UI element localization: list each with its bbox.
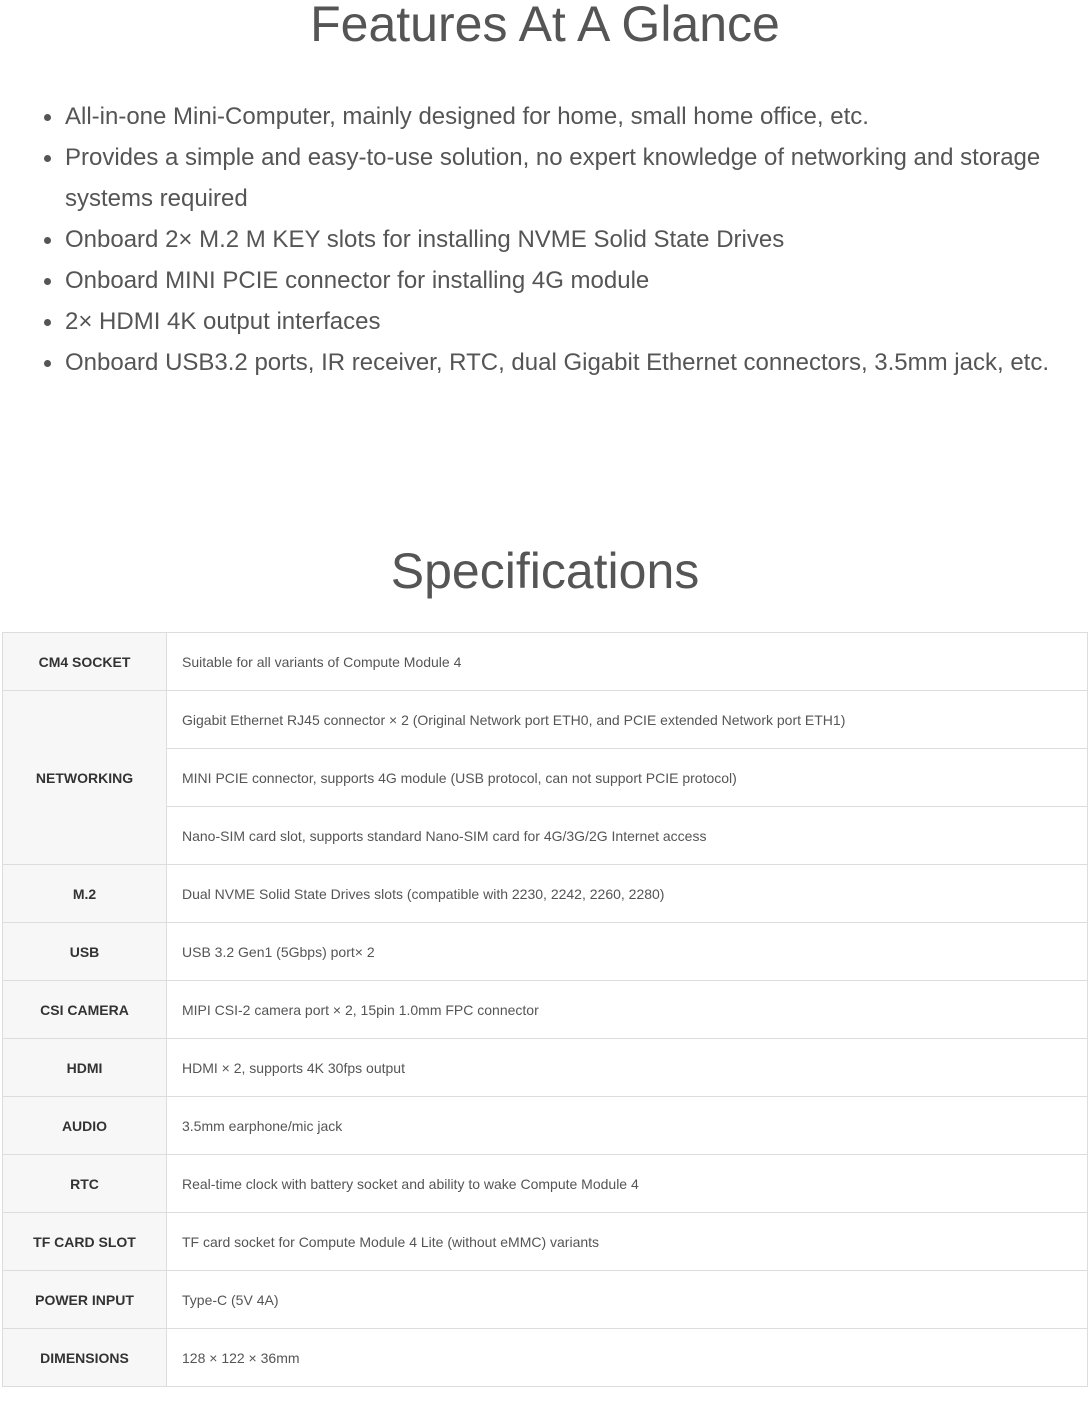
spec-row-tf-card-slot	[3, 1213, 1088, 1271]
features-list	[42, 96, 1072, 383]
feature-item: Onboard MINI PCIE connector for installing 4G module	[42, 260, 1072, 301]
spec-key: CM4 SOCKET	[3, 633, 167, 691]
spec-value: 128 × 122 × 36mm	[167, 1329, 1088, 1387]
spec-row-m2	[3, 865, 1088, 923]
spec-value: Dual NVME Solid State Drives slots (compatible with 2230, 2242, 2260, 2280)	[167, 865, 1088, 923]
spec-key: M.2	[3, 865, 167, 923]
spec-value: Real-time clock with battery socket and ability to wake Compute Module 4	[167, 1155, 1088, 1213]
spec-key: POWER INPUT	[3, 1271, 167, 1329]
spec-value: Suitable for all variants of Compute Module 4	[167, 633, 1088, 691]
spec-value: Gigabit Ethernet RJ45 connector × 2 (Original Network port ETH0, and PCIE extended Network port ETH1)	[167, 691, 1088, 749]
spec-row-usb	[3, 923, 1088, 981]
spec-row-rtc	[3, 1155, 1088, 1213]
spec-value: USB 3.2 Gen1 (5Gbps) port× 2	[167, 923, 1088, 981]
spec-row-power-input	[3, 1271, 1088, 1329]
spec-key: DIMENSIONS	[3, 1329, 167, 1387]
feature-item: Provides a simple and easy-to-use solution, no expert knowledge of networking and storage systems required	[42, 137, 1072, 219]
spec-row-hdmi	[3, 1039, 1088, 1097]
feature-item: Onboard 2× M.2 M KEY slots for installing NVME Solid State Drives	[42, 219, 1072, 260]
feature-item: 2× HDMI 4K output interfaces	[42, 301, 1072, 342]
specifications-table	[2, 632, 1088, 1387]
spec-value: MIPI CSI-2 camera port × 2, 15pin 1.0mm FPC connector	[167, 981, 1088, 1039]
spec-key: AUDIO	[3, 1097, 167, 1155]
spec-value: Type-C (5V 4A)	[167, 1271, 1088, 1329]
spec-key: HDMI	[3, 1039, 167, 1097]
spec-key: TF CARD SLOT	[3, 1213, 167, 1271]
spec-key: NETWORKING	[3, 691, 167, 865]
spec-row-cm4-socket	[3, 633, 1088, 691]
spec-key: RTC	[3, 1155, 167, 1213]
spec-row-networking	[3, 691, 1088, 749]
spec-row-audio	[3, 1097, 1088, 1155]
spec-value: HDMI × 2, supports 4K 30fps output	[167, 1039, 1088, 1097]
spec-row-dimensions	[3, 1329, 1088, 1387]
feature-item: All-in-one Mini-Computer, mainly designed for home, small home office, etc.	[42, 96, 1072, 137]
spec-value: TF card socket for Compute Module 4 Lite (without eMMC) variants	[167, 1213, 1088, 1271]
spec-row-csi-camera	[3, 981, 1088, 1039]
spec-value: 3.5mm earphone/mic jack	[167, 1097, 1088, 1155]
feature-item: Onboard USB3.2 ports, IR receiver, RTC, dual Gigabit Ethernet connectors, 3.5mm jack, etc.	[42, 342, 1072, 383]
spec-value: MINI PCIE connector, supports 4G module (USB protocol, can not support PCIE protocol)	[167, 749, 1088, 807]
specifications-title: Specifications	[390, 543, 700, 599]
features-title: Features At A Glance	[310, 0, 780, 52]
spec-value: Nano-SIM card slot, supports standard Nano-SIM card for 4G/3G/2G Internet access	[167, 807, 1088, 865]
spec-key: CSI CAMERA	[3, 981, 167, 1039]
spec-key: USB	[3, 923, 167, 981]
